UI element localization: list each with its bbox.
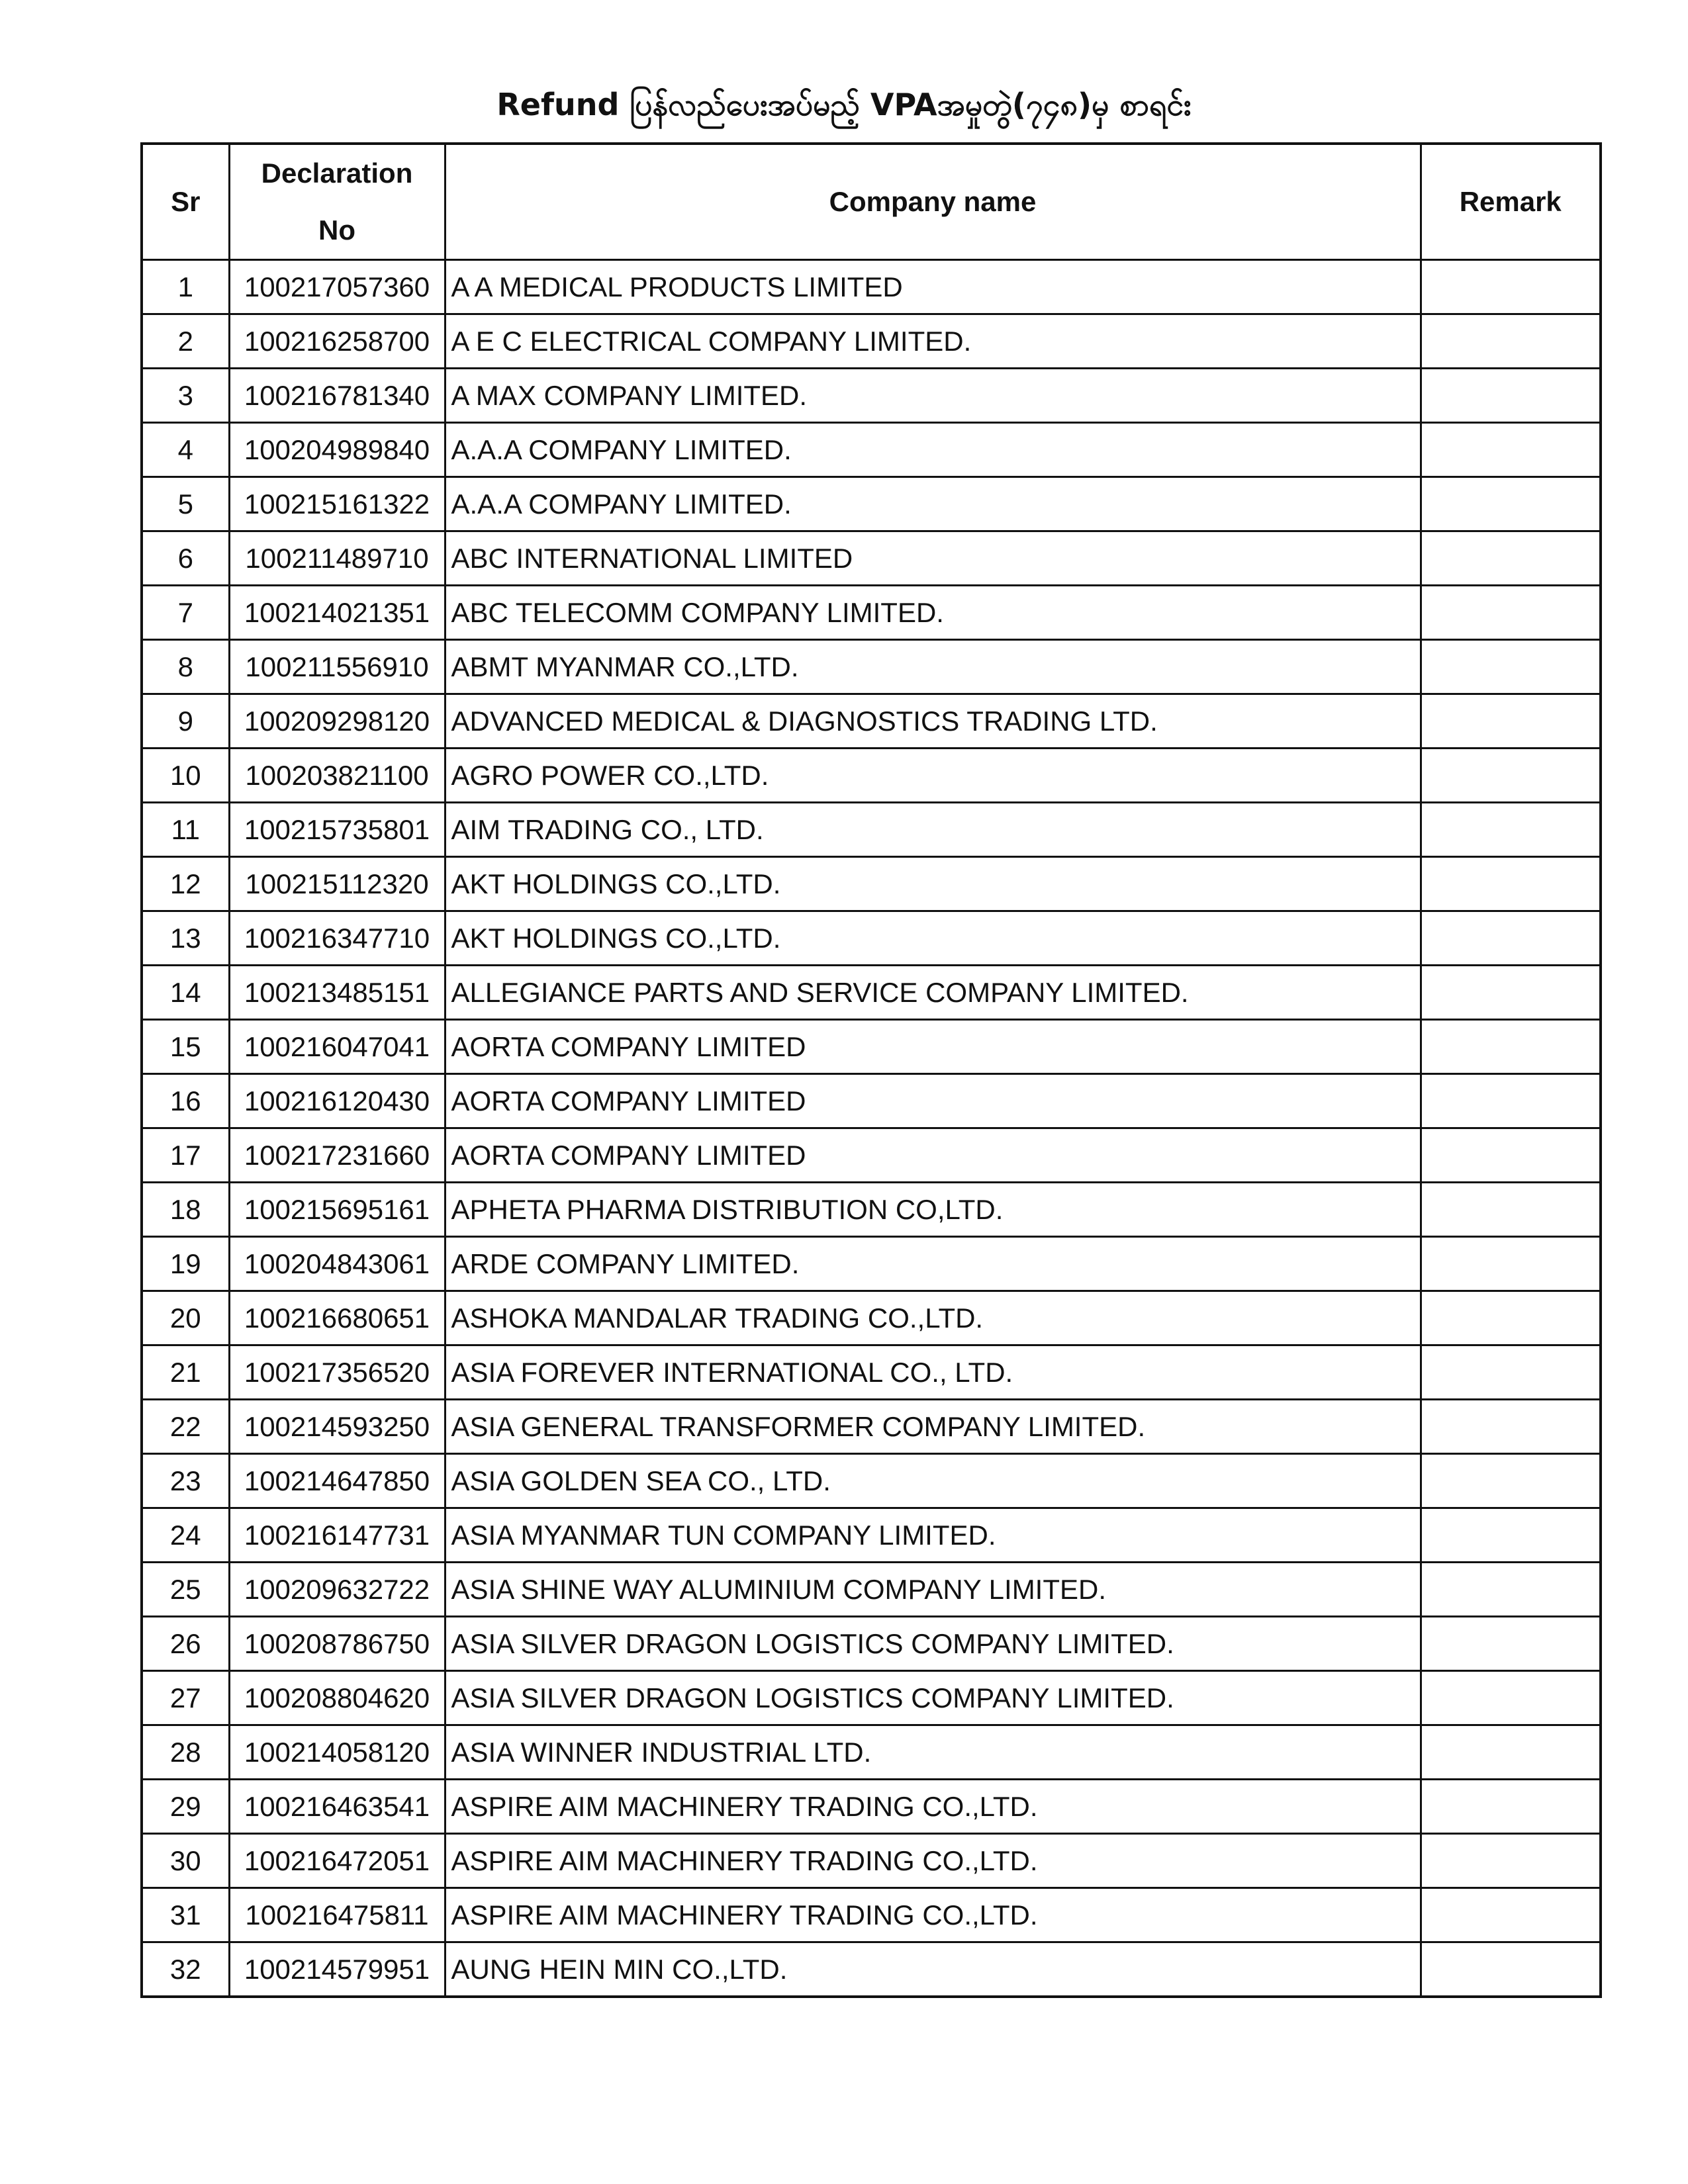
table-row [142, 1563, 1601, 1617]
declaration-no-cell: 100216347710 [229, 911, 445, 966]
page-title: Refund ပြန်လည်ပေးအပ်မည့် VPAအမှုတွဲ(၇၄၈)မှ စာရင်း [496, 87, 1192, 122]
declaration-no-cell: 100214593250 [229, 1400, 445, 1454]
declaration-no-cell: 100214058120 [229, 1725, 445, 1780]
declaration-no-cell: 100203821100 [229, 749, 445, 803]
declaration-no-cell: 100204843061 [229, 1237, 445, 1291]
sr-cell: 20 [142, 1291, 229, 1345]
table-row [142, 260, 1601, 314]
company-name-cell: AGRO POWER CO.,LTD. [445, 749, 1421, 803]
table-row [142, 1400, 1601, 1454]
sr-cell: 17 [142, 1128, 229, 1183]
declaration-no-cell: 100215695161 [229, 1183, 445, 1237]
declaration-no-cell: 100216472051 [229, 1834, 445, 1888]
remark-cell [1421, 1237, 1601, 1291]
table-row [142, 803, 1601, 857]
company-name-cell: ASPIRE AIM MACHINERY TRADING CO.,LTD. [445, 1780, 1421, 1834]
declaration-no-cell: 100216147731 [229, 1508, 445, 1563]
company-name-cell: ASIA GOLDEN SEA CO., LTD. [445, 1454, 1421, 1508]
sr-cell: 18 [142, 1183, 229, 1237]
sr-cell: 2 [142, 314, 229, 369]
sr-cell: 22 [142, 1400, 229, 1454]
remark-cell [1421, 531, 1601, 586]
header-remark: Remark [1421, 144, 1601, 260]
company-name-cell: A MAX COMPANY LIMITED. [445, 369, 1421, 423]
company-name-cell: ASIA SILVER DRAGON LOGISTICS COMPANY LIMITED. [445, 1617, 1421, 1671]
sr-cell: 14 [142, 966, 229, 1020]
sr-cell: 8 [142, 640, 229, 694]
company-name-cell: A A MEDICAL PRODUCTS LIMITED [445, 260, 1421, 314]
declaration-no-cell: 100208804620 [229, 1671, 445, 1725]
company-name-cell: AIM TRADING CO., LTD. [445, 803, 1421, 857]
remark-cell [1421, 1454, 1601, 1508]
sr-cell: 25 [142, 1563, 229, 1617]
table-row [142, 966, 1601, 1020]
declaration-no-cell: 100208786750 [229, 1617, 445, 1671]
declaration-no-cell: 100209632722 [229, 1563, 445, 1617]
remark-cell [1421, 1183, 1601, 1237]
table-row [142, 1888, 1601, 1942]
company-name-cell: ABC INTERNATIONAL LIMITED [445, 531, 1421, 586]
sr-cell: 4 [142, 423, 229, 477]
company-name-cell: ASPIRE AIM MACHINERY TRADING CO.,LTD. [445, 1888, 1421, 1942]
sr-cell: 30 [142, 1834, 229, 1888]
remark-cell [1421, 640, 1601, 694]
company-name-cell: AKT HOLDINGS CO.,LTD. [445, 911, 1421, 966]
sr-cell: 10 [142, 749, 229, 803]
declaration-no-cell: 100211489710 [229, 531, 445, 586]
remark-cell [1421, 694, 1601, 749]
sr-cell: 26 [142, 1617, 229, 1671]
declaration-no-cell: 100209298120 [229, 694, 445, 749]
remark-cell [1421, 423, 1601, 477]
remark-cell [1421, 1074, 1601, 1128]
remark-cell [1421, 1834, 1601, 1888]
sr-cell: 32 [142, 1942, 229, 1997]
company-name-cell: ASIA GENERAL TRANSFORMER COMPANY LIMITED. [445, 1400, 1421, 1454]
sr-cell: 21 [142, 1345, 229, 1400]
remark-cell [1421, 1942, 1601, 1997]
table-row [142, 1074, 1601, 1128]
company-name-cell: ADVANCED MEDICAL & DIAGNOSTICS TRADING LTD. [445, 694, 1421, 749]
table-row [142, 911, 1601, 966]
sr-cell: 13 [142, 911, 229, 966]
remark-cell [1421, 260, 1601, 314]
remark-cell [1421, 1725, 1601, 1780]
declaration-no-cell: 100215161322 [229, 477, 445, 531]
company-name-cell: AORTA COMPANY LIMITED [445, 1128, 1421, 1183]
refund-table [140, 142, 1602, 1998]
table-row [142, 477, 1601, 531]
table-row [142, 1454, 1601, 1508]
declaration-no-cell: 100214579951 [229, 1942, 445, 1997]
sr-cell: 11 [142, 803, 229, 857]
table-row [142, 1942, 1601, 1997]
header-declaration-no [229, 144, 445, 260]
declaration-no-cell: 100216047041 [229, 1020, 445, 1074]
company-name-cell: ALLEGIANCE PARTS AND SERVICE COMPANY LIMITED. [445, 966, 1421, 1020]
declaration-no-cell: 100216463541 [229, 1780, 445, 1834]
company-name-cell: A.A.A COMPANY LIMITED. [445, 423, 1421, 477]
declaration-no-cell: 100217231660 [229, 1128, 445, 1183]
table-row [142, 1345, 1601, 1400]
header-declaration-line1: Declaration [261, 158, 413, 189]
sr-cell: 1 [142, 260, 229, 314]
table-row [142, 1834, 1601, 1888]
remark-cell [1421, 586, 1601, 640]
table-row [142, 314, 1601, 369]
company-name-cell: AKT HOLDINGS CO.,LTD. [445, 857, 1421, 911]
declaration-no-cell: 100211556910 [229, 640, 445, 694]
table-row [142, 694, 1601, 749]
table-row [142, 1725, 1601, 1780]
declaration-no-cell: 100214021351 [229, 586, 445, 640]
remark-cell [1421, 857, 1601, 911]
table-row [142, 1237, 1601, 1291]
remark-cell [1421, 1345, 1601, 1400]
table-row [142, 1020, 1601, 1074]
sr-cell: 27 [142, 1671, 229, 1725]
company-name-cell: AUNG HEIN MIN CO.,LTD. [445, 1942, 1421, 1997]
table-row [142, 1671, 1601, 1725]
remark-cell [1421, 749, 1601, 803]
header-sr: Sr [142, 144, 229, 260]
sr-cell: 6 [142, 531, 229, 586]
sr-cell: 19 [142, 1237, 229, 1291]
remark-cell [1421, 1128, 1601, 1183]
table-row [142, 1183, 1601, 1237]
company-name-cell: A E C ELECTRICAL COMPANY LIMITED. [445, 314, 1421, 369]
remark-cell [1421, 1020, 1601, 1074]
company-name-cell: ABMT MYANMAR CO.,LTD. [445, 640, 1421, 694]
remark-cell [1421, 1671, 1601, 1725]
sr-cell: 29 [142, 1780, 229, 1834]
table-row [142, 1508, 1601, 1563]
company-name-cell: ASPIRE AIM MACHINERY TRADING CO.,LTD. [445, 1834, 1421, 1888]
declaration-no-cell: 100217356520 [229, 1345, 445, 1400]
remark-cell [1421, 1563, 1601, 1617]
sr-cell: 5 [142, 477, 229, 531]
table-row [142, 857, 1601, 911]
remark-cell [1421, 1400, 1601, 1454]
table-header-row [142, 144, 1601, 260]
declaration-no-cell: 100204989840 [229, 423, 445, 477]
remark-cell [1421, 369, 1601, 423]
company-name-cell: ARDE COMPANY LIMITED. [445, 1237, 1421, 1291]
company-name-cell: ASIA FOREVER INTERNATIONAL CO., LTD. [445, 1345, 1421, 1400]
declaration-no-cell: 100216475811 [229, 1888, 445, 1942]
table-row [142, 1291, 1601, 1345]
remark-cell [1421, 1508, 1601, 1563]
declaration-no-cell: 100216680651 [229, 1291, 445, 1345]
company-name-cell: AORTA COMPANY LIMITED [445, 1020, 1421, 1074]
declaration-no-cell: 100217057360 [229, 260, 445, 314]
remark-cell [1421, 1780, 1601, 1834]
sr-cell: 7 [142, 586, 229, 640]
company-name-cell: ABC TELECOMM COMPANY LIMITED. [445, 586, 1421, 640]
declaration-no-cell: 100215112320 [229, 857, 445, 911]
remark-cell [1421, 1888, 1601, 1942]
header-declaration-line2: No [318, 214, 355, 246]
company-name-cell: APHETA PHARMA DISTRIBUTION CO,LTD. [445, 1183, 1421, 1237]
company-name-cell: ASIA SHINE WAY ALUMINIUM COMPANY LIMITED. [445, 1563, 1421, 1617]
table-body [142, 260, 1601, 1997]
declaration-no-cell: 100216781340 [229, 369, 445, 423]
sr-cell: 28 [142, 1725, 229, 1780]
table-row [142, 1617, 1601, 1671]
table-row [142, 531, 1601, 586]
sr-cell: 15 [142, 1020, 229, 1074]
sr-cell: 3 [142, 369, 229, 423]
table-row [142, 749, 1601, 803]
table-row [142, 369, 1601, 423]
table-row [142, 423, 1601, 477]
remark-cell [1421, 803, 1601, 857]
company-name-cell: ASIA SILVER DRAGON LOGISTICS COMPANY LIMITED. [445, 1671, 1421, 1725]
header-company-name: Company name [445, 144, 1421, 260]
sr-cell: 12 [142, 857, 229, 911]
company-name-cell: ASIA WINNER INDUSTRIAL LTD. [445, 1725, 1421, 1780]
declaration-no-cell: 100214647850 [229, 1454, 445, 1508]
table-row [142, 1780, 1601, 1834]
company-name-cell: A.A.A COMPANY LIMITED. [445, 477, 1421, 531]
company-name-cell: ASIA MYANMAR TUN COMPANY LIMITED. [445, 1508, 1421, 1563]
table-row [142, 586, 1601, 640]
declaration-no-cell: 100215735801 [229, 803, 445, 857]
remark-cell [1421, 966, 1601, 1020]
remark-cell [1421, 1291, 1601, 1345]
sr-cell: 16 [142, 1074, 229, 1128]
sr-cell: 23 [142, 1454, 229, 1508]
company-name-cell: ASHOKA MANDALAR TRADING CO.,LTD. [445, 1291, 1421, 1345]
sr-cell: 31 [142, 1888, 229, 1942]
table-row [142, 1128, 1601, 1183]
declaration-no-cell: 100213485151 [229, 966, 445, 1020]
declaration-no-cell: 100216258700 [229, 314, 445, 369]
remark-cell [1421, 911, 1601, 966]
table-row [142, 640, 1601, 694]
remark-cell [1421, 314, 1601, 369]
sr-cell: 9 [142, 694, 229, 749]
sr-cell: 24 [142, 1508, 229, 1563]
remark-cell [1421, 477, 1601, 531]
remark-cell [1421, 1617, 1601, 1671]
company-name-cell: AORTA COMPANY LIMITED [445, 1074, 1421, 1128]
declaration-no-cell: 100216120430 [229, 1074, 445, 1128]
